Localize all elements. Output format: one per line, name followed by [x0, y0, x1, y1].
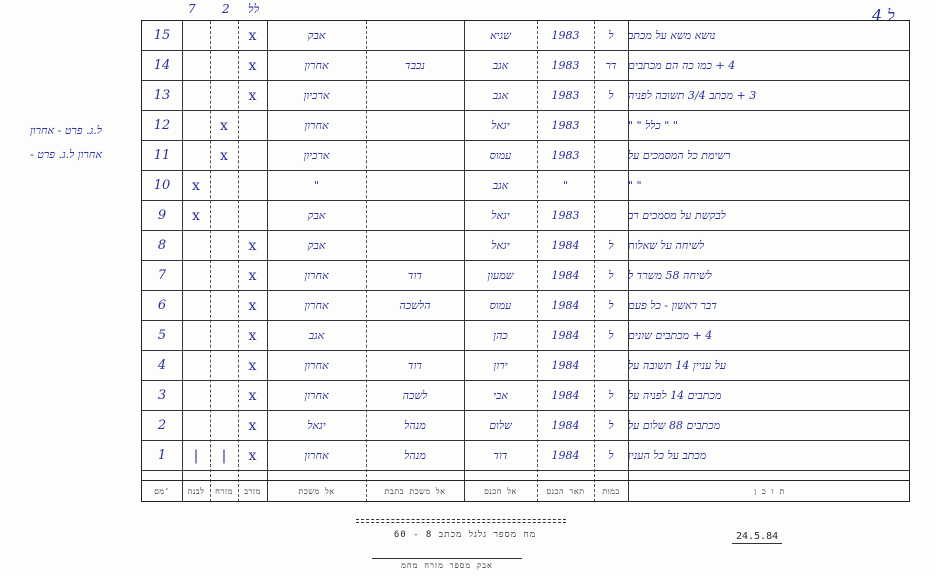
cell-num: 9 [157, 208, 167, 223]
cell-date: 1984 [551, 359, 580, 372]
cell-c1 [182, 381, 210, 410]
cell-type: ל [608, 239, 614, 252]
cell-c1 [182, 321, 210, 350]
cell-by: עמוס [489, 299, 512, 312]
col-header-dest-addr: אל משכת כתבת [384, 486, 446, 496]
cell-dest: " [313, 179, 320, 192]
cell-addr: לשכה [402, 389, 428, 402]
cell-dest: אבק [307, 239, 326, 252]
col-header-num: מס' [154, 486, 170, 496]
cell-by: שמעון [487, 269, 514, 282]
cell-c1: x [192, 207, 200, 224]
header-tick: 2 [222, 2, 230, 16]
cell-date: 1984 [551, 299, 580, 312]
cell-c2 [210, 51, 238, 80]
cell-subject: מכתבים 14 לפניה על [628, 389, 722, 402]
cell-addr: מנהל [404, 419, 426, 432]
cell-subject: 4 + כמו כה הם מכתבים [628, 59, 736, 72]
cell-by: יגאל [491, 239, 510, 252]
cell-subject: מכתב על כל הענין [628, 449, 707, 462]
cell-dest: אחרון [304, 359, 329, 372]
cell-addr: דוד [407, 269, 423, 282]
table-row [142, 381, 909, 411]
cell-c3: x [248, 417, 257, 434]
cell-addr [366, 81, 464, 110]
cell-c2: | [221, 447, 227, 464]
cell-subject: רשימת כל המסמכים על [628, 149, 731, 162]
cell-num: 7 [157, 268, 167, 283]
table-row [142, 51, 909, 81]
table-row [142, 21, 909, 51]
cell-addr: נכבד [405, 59, 425, 72]
header-tick: 7 [188, 2, 196, 16]
cell-by: יגאל [491, 119, 510, 132]
col-header-date: תאר הכנס [546, 486, 585, 496]
cell-subject: לשיחה 58 משרד ל [628, 269, 712, 282]
cell-c2 [210, 351, 238, 380]
cell-by: שגיא [490, 29, 511, 42]
cell-dest: אחרון [304, 269, 329, 282]
cell-addr: הלשכה [399, 299, 431, 312]
cell-c3: x [248, 387, 257, 404]
cell-subject: דבר ראשון - כל פעם [628, 299, 717, 312]
cell-by: ירון [493, 359, 508, 372]
col-header-c3: מזרב [244, 486, 261, 496]
cell-type [594, 111, 628, 140]
cell-c2: x [220, 117, 228, 134]
cell-subject: על עניין 14 תשובה על [628, 359, 727, 372]
cell-dest: יגאל [307, 419, 326, 432]
cell-date: 1984 [551, 449, 580, 462]
cell-c2 [210, 261, 238, 290]
cell-c3: x [248, 57, 257, 74]
cell-c1 [182, 81, 210, 110]
footer-title: 60 - 8 מח מספר גלגל מכתב [393, 530, 537, 540]
cell-subject: 3 + מכתב 3/4 תשובה לפניה [628, 89, 757, 102]
cell-subject: " " [628, 179, 642, 192]
cell-c1 [182, 291, 210, 320]
cell-by: אגב [492, 89, 509, 102]
cell-c2 [210, 411, 238, 440]
cell-date: 1984 [551, 239, 580, 252]
cell-num: 15 [153, 28, 171, 43]
cell-dest: אבק [307, 29, 326, 42]
cell-dest: ארכיון [303, 89, 330, 102]
cell-c1 [182, 111, 210, 140]
col-header-dest: אל משכת [298, 486, 335, 496]
cell-dest: אחרון [304, 59, 329, 72]
cell-type: ל [608, 389, 614, 402]
cell-num: 10 [153, 178, 171, 193]
table-row [142, 291, 909, 321]
col-header-c1: לבנה [187, 486, 205, 496]
cell-num: 2 [157, 418, 167, 433]
cell-by: שלום [489, 419, 512, 432]
cell-type: דר [605, 59, 617, 72]
table-row [142, 171, 909, 201]
cell-c3: x [248, 27, 257, 44]
cell-dest: אחרון [304, 119, 329, 132]
cell-by: דוד [493, 449, 508, 462]
cell-c1 [182, 231, 210, 260]
cell-by: אבי [493, 389, 508, 402]
cell-num: 8 [157, 238, 167, 253]
cell-c2 [210, 171, 238, 200]
cell-subject: נושא משא על מכתב [628, 29, 716, 42]
cell-type: ל [608, 449, 614, 462]
col-header-subject: ת ו כ ן [754, 486, 785, 496]
cell-num: 5 [157, 328, 167, 343]
table-row [142, 111, 909, 141]
cell-by: עמוס [489, 149, 512, 162]
cell-c3 [238, 201, 267, 230]
cell-addr [366, 141, 464, 170]
cell-c3 [238, 111, 267, 140]
cell-type: ל [608, 269, 614, 282]
cell-c3: x [248, 357, 257, 374]
cell-addr [366, 171, 464, 200]
cell-type: ל [608, 419, 614, 432]
cell-by: יגאל [491, 209, 510, 222]
cell-c2 [210, 321, 238, 350]
cell-subject: 4 + מכתבים שונים [628, 329, 713, 342]
cell-c3: x [248, 297, 257, 314]
cell-c1 [182, 261, 210, 290]
cell-type [594, 351, 628, 380]
cell-c2 [210, 381, 238, 410]
cell-subject: לשיחה על שאלות [628, 239, 705, 252]
cell-by: כהן [493, 329, 508, 342]
col-header-c2: מזרח [215, 486, 233, 496]
cell-by: אגב [492, 59, 509, 72]
header-tick: לל [248, 2, 260, 16]
cell-date: 1984 [551, 269, 580, 282]
cell-dest: אחרון [304, 299, 329, 312]
cell-by: אגב [492, 179, 509, 192]
table-row [142, 321, 909, 351]
cell-c2 [210, 291, 238, 320]
cell-num: 6 [157, 298, 167, 313]
cell-dest: אבק [307, 209, 326, 222]
cell-num: 14 [153, 58, 171, 73]
cell-type: ל [608, 29, 614, 42]
col-header-nature: כמות [602, 486, 620, 496]
cell-c2: x [220, 147, 228, 164]
cell-subject: מכתבים 88 שלום על [628, 419, 721, 432]
footer-divider [356, 519, 566, 523]
cell-addr: מנהל [404, 449, 426, 462]
table-row [142, 201, 909, 231]
cell-c3: x [248, 447, 257, 464]
cell-c3: x [248, 87, 257, 104]
col-header-by: אל הכנס [484, 486, 517, 496]
footer-subtitle: אבק מספר מזרח מחמ [372, 558, 522, 570]
cell-num: 11 [153, 148, 171, 163]
table-row [142, 231, 909, 261]
cell-addr [366, 111, 464, 140]
cell-type: ל [608, 329, 614, 342]
cell-addr [366, 231, 464, 260]
table-row [142, 141, 909, 171]
table-row [142, 351, 909, 381]
cell-c1 [182, 21, 210, 50]
cell-c2 [210, 81, 238, 110]
column-header-row [142, 480, 909, 502]
cell-c3: x [248, 267, 257, 284]
cell-c2 [210, 201, 238, 230]
register-table [141, 20, 910, 502]
cell-num: 1 [157, 448, 167, 463]
cell-c3 [238, 141, 267, 170]
cell-date: " [562, 179, 569, 192]
cell-subject: לבקשת על מסמכים רב [628, 209, 726, 222]
cell-c3 [238, 171, 267, 200]
table-row [142, 261, 909, 291]
cell-subject: " " כלל " " [628, 119, 678, 132]
cell-date: 1984 [551, 389, 580, 402]
cell-addr [366, 321, 464, 350]
cell-c1 [182, 51, 210, 80]
cell-addr: דוד [407, 359, 423, 372]
cell-c2 [210, 231, 238, 260]
cell-c2 [210, 21, 238, 50]
cell-num: 3 [157, 388, 167, 403]
cell-date: 1983 [551, 209, 580, 222]
table-row [142, 411, 909, 441]
cell-c1: | [193, 447, 199, 464]
cell-date: 1983 [551, 119, 580, 132]
cell-addr [366, 201, 464, 230]
cell-addr [366, 21, 464, 50]
cell-c3: x [248, 237, 257, 254]
form-date: 24.5.84 [732, 531, 782, 544]
cell-num: 4 [157, 358, 167, 373]
cell-c1: x [192, 177, 200, 194]
cell-dest: אגב [308, 329, 325, 342]
cell-c1 [182, 141, 210, 170]
cell-date: 1983 [551, 149, 580, 162]
cell-type [594, 201, 628, 230]
corner-mark: ל 4 [872, 6, 895, 25]
cell-c3: x [248, 327, 257, 344]
cell-date: 1983 [551, 29, 580, 42]
table-row [142, 81, 909, 111]
cell-dest: ארכיון [303, 149, 330, 162]
cell-type [594, 141, 628, 170]
cell-type: ל [608, 89, 614, 102]
cell-type [594, 171, 628, 200]
cell-type: ל [608, 299, 614, 312]
cell-date: 1984 [551, 419, 580, 432]
cell-date: 1984 [551, 329, 580, 342]
header-ticks [188, 2, 278, 20]
table-row [142, 441, 909, 471]
cell-dest: אחרון [304, 449, 329, 462]
cell-dest: אחרון [304, 389, 329, 402]
cell-date: 1983 [551, 89, 580, 102]
cell-date: 1983 [551, 59, 580, 72]
cell-num: 12 [153, 118, 171, 133]
margin-note: - אחרון ל.ג. פרט [30, 148, 102, 161]
cell-num: 13 [153, 88, 171, 103]
cell-c1 [182, 411, 210, 440]
margin-note: ל.ג. פרט - אחרון [30, 124, 102, 137]
cell-c1 [182, 351, 210, 380]
